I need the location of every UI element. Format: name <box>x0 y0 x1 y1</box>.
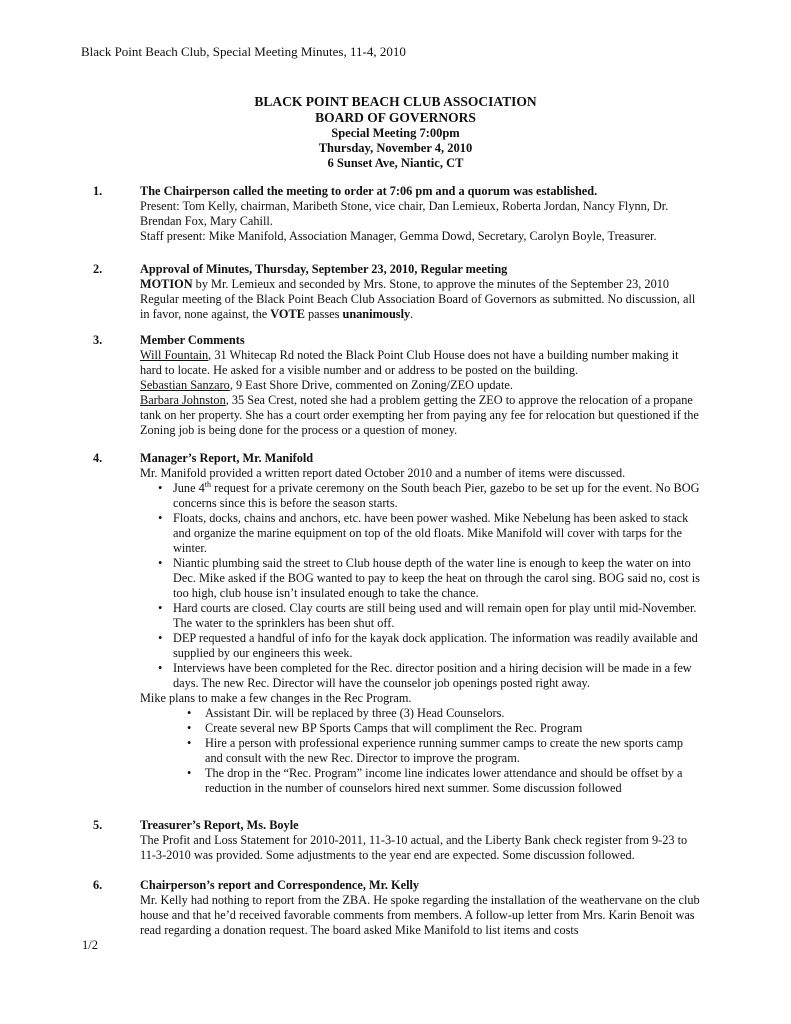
staff-present: Staff present: Mike Manifold, Association Manager, Gemma Dowd, Secretary, Carolyn Boyle, Treasurer. <box>140 229 657 243</box>
motion-end: . <box>410 307 414 321</box>
item-text-2: request for a private ceremony on the South beach Pier, gazebo to be set up for the event. No BOG concerns since this is before the season starts. <box>173 481 700 510</box>
ordinal-suffix: th <box>204 479 211 489</box>
section-chairperson-report <box>81 878 721 938</box>
list-item: • Assistant Dir. will be replaced by three (3) Head Counselors. <box>185 706 700 721</box>
comment-text: , 31 Whitecap Rd noted the Black Point Club House does not have a building number making it hard to locate. He asked for a visible number and or address to be posted on the building. <box>140 348 679 377</box>
section-number: 6. <box>93 878 103 892</box>
present-list: Present: Tom Kelly, chairman, Maribeth Stone, vice chair, Dan Lemieux, Roberta Jordan, Nancy Flynn, Dr. Brendan Fox, Mary Cahill. <box>140 199 669 228</box>
rec-program-plans: Mike plans to make a few changes in the Rec Program. <box>140 691 412 705</box>
section-heading: Treasurer’s Report, Ms. Boyle <box>140 818 299 832</box>
document-title-block <box>0 94 791 171</box>
report-intro: Mr. Manifold provided a written report dated October 2010 and a number of items were discussed. <box>140 466 626 480</box>
rec-program-list <box>185 706 700 796</box>
list-item: • Floats, docks, chains and anchors, etc. have been power washed. Mike Nebelung has been asked to stack and organize the marine equipment on top of the old floats. Mike Manifold will cover with tarps for the winter. <box>160 511 700 556</box>
list-item: • Niantic plumbing said the street to Club house depth of the water line is enough to keep the water on into Dec. Mike asked if the BOG wanted to pay to keep the heat on through the carol sing. BOG said no, cost is too high, club house isn’t insulated enough to take the chance. <box>160 556 700 601</box>
report-items-list <box>160 481 700 691</box>
chairperson-text: Mr. Kelly had nothing to report from the ZBA. He spoke regarding the installation of the weathervane on the club house and that he’d received favorable comments from members. A follow-up letter from Mrs. Karin Benoit was read regarding a donation request. The board asked Mike Manifold to list items and costs <box>140 893 700 937</box>
section-number: 4. <box>93 451 103 465</box>
page-number: 1/2 <box>82 938 98 952</box>
member-comment <box>140 378 700 393</box>
unanimously-label: unanimously <box>342 307 411 321</box>
motion-label: MOTION <box>140 277 193 291</box>
section-call-to-order <box>81 184 721 244</box>
list-item: • Hire a person with professional experience running summer camps to create the new sports camp and consult with the new Rec. Director to improve the program. <box>185 736 700 766</box>
list-item: • The drop in the “Rec. Program” income line indicates lower attendance and should be offset by a reduction in the number of counselors hired next summer. Some discussion followed <box>185 766 700 796</box>
org-title: BLACK POINT BEACH CLUB ASSOCIATION <box>254 94 537 109</box>
section-number: 3. <box>93 333 103 347</box>
section-heading: Chairperson’s report and Correspondence, Mr. Kelly <box>140 878 420 892</box>
section-treasurers-report <box>81 818 721 863</box>
comment-text: , 9 East Shore Drive, commented on Zoning/ZEO update. <box>229 378 513 392</box>
section-heading: Approval of Minutes, Thursday, September 23, 2010, Regular meeting <box>140 262 508 276</box>
section-managers-report <box>81 451 721 796</box>
section-heading: The Chairperson called the meeting to order at 7:06 pm and a quorum was established. <box>140 184 598 198</box>
section-number: 5. <box>93 818 103 832</box>
list-item <box>160 481 700 511</box>
member-name: Will Fountain <box>140 348 209 362</box>
section-number: 1. <box>93 184 103 198</box>
motion-paragraph <box>140 277 700 322</box>
section-heading: Manager’s Report, Mr. Manifold <box>140 451 314 465</box>
running-header: Black Point Beach Club, Special Meeting Minutes, 11-4, 2010 <box>81 44 406 59</box>
treasurer-text: The Profit and Loss Statement for 2010-2011, 11-3-10 actual, and the Liberty Bank check register from 9-23 to 11-3-2010 was provided. Some adjustments to the year end are expected. Some discussion followed. <box>140 833 688 862</box>
list-item: • Interviews have been completed for the Rec. director position and a hiring decision will be made in a few days. The new Rec. Director will have the counselor job openings posted right away. <box>160 661 700 691</box>
member-name: Sebastian Sanzaro <box>140 378 230 392</box>
member-comment <box>140 348 700 378</box>
list-item: • Hard courts are closed. Clay courts are still being used and will remain open for play until mid-November. The water to the sprinklers has been shut off. <box>160 601 700 631</box>
meeting-type: Special Meeting 7:00pm <box>331 126 460 140</box>
comment-text: , 35 Sea Crest, noted she had a problem getting the ZEO to approve the relocation of a propane tank on her property. She has a court order exempting her from paying any fee for relocation but questioned if the Zoning job is being done for the process or a question of money. <box>140 393 699 437</box>
section-approval-of-minutes <box>81 262 721 322</box>
motion-text-2: passes <box>304 307 343 321</box>
list-item: • Create several new BP Sports Camps that will compliment the Rec. Program <box>185 721 700 736</box>
section-number: 2. <box>93 262 103 276</box>
meeting-date: Thursday, November 4, 2010 <box>318 141 473 155</box>
list-item: • DEP requested a handful of info for the kayak dock application. The information was readily available and supplied by our engineers this week. <box>160 631 700 661</box>
item-text: June 4 <box>173 481 205 495</box>
member-comment <box>140 393 700 438</box>
section-heading: Member Comments <box>140 333 245 347</box>
vote-label: VOTE <box>270 307 305 321</box>
member-name: Barbara Johnston <box>140 393 226 407</box>
section-member-comments <box>81 333 721 438</box>
motion-text: by Mr. Lemieux and seconded by Mrs. Stone, to approve the minutes of the September 23, 2010 Regular meeting of the Black Point Beach Club Association Board of Governors as submitted. No discussion, all in favor, none against, the <box>140 277 696 321</box>
meeting-location: 6 Sunset Ave, Niantic, CT <box>327 156 464 170</box>
board-title: BOARD OF GOVERNORS <box>315 110 476 125</box>
